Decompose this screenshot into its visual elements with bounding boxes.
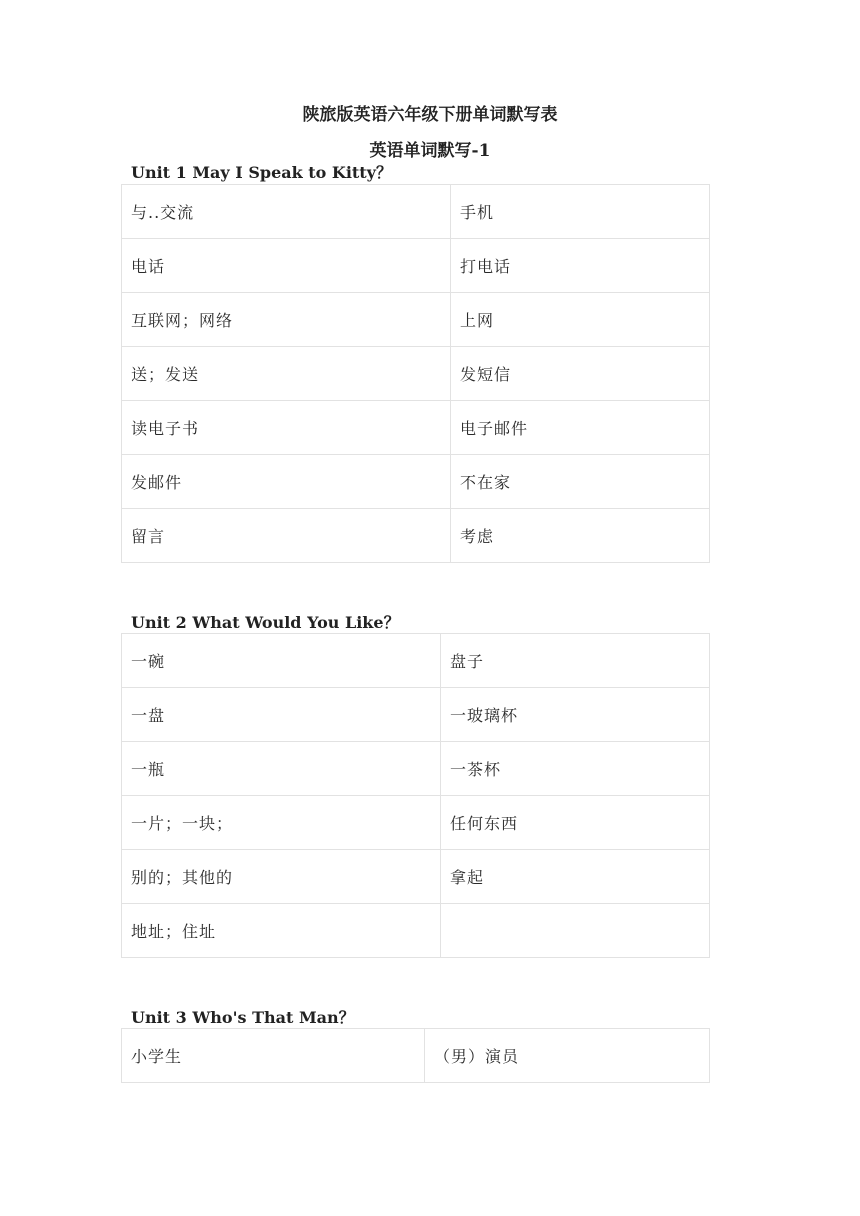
- vocab-cell: 地址；住址: [122, 904, 441, 958]
- vocab-cell: 留言: [122, 509, 451, 563]
- table-row: [122, 401, 710, 455]
- table-row: [122, 293, 710, 347]
- unit-2-vocab-table: [121, 633, 710, 958]
- vocab-cell: 与..交流: [122, 185, 451, 239]
- table-row: [122, 688, 710, 742]
- vocab-cell: 手机: [451, 185, 710, 239]
- vocab-cell: 一茶杯: [441, 742, 710, 796]
- unit-3-heading: Unit 3 Who's That Man？: [131, 1008, 355, 1027]
- vocab-cell: 不在家: [451, 455, 710, 509]
- vocab-cell: 上网: [451, 293, 710, 347]
- vocab-cell: 发邮件: [122, 455, 451, 509]
- vocab-cell: 盘子: [441, 634, 710, 688]
- vocab-cell: 打电话: [451, 239, 710, 293]
- table-row: [122, 850, 710, 904]
- vocab-cell: 小学生: [122, 1029, 425, 1083]
- table-row: [122, 509, 710, 563]
- vocab-cell: （男）演员: [425, 1029, 710, 1083]
- vocab-cell: 互联网；网络: [122, 293, 451, 347]
- vocab-cell: 读电子书: [122, 401, 451, 455]
- vocab-cell: [441, 904, 710, 958]
- table-row: [122, 185, 710, 239]
- vocab-cell: 别的；其他的: [122, 850, 441, 904]
- unit-3-vocab-table: [121, 1028, 710, 1083]
- vocab-cell: 一玻璃杯: [441, 688, 710, 742]
- vocab-cell: 任何东西: [441, 796, 710, 850]
- table-row: [122, 347, 710, 401]
- table-row: [122, 904, 710, 958]
- table-row: [122, 742, 710, 796]
- vocab-cell: 一片；一块；: [122, 796, 441, 850]
- vocab-cell: 发短信: [451, 347, 710, 401]
- document-subtitle: 英语单词默写-1: [369, 141, 491, 161]
- table-row: [122, 796, 710, 850]
- table-row: [122, 455, 710, 509]
- table-row: [122, 239, 710, 293]
- vocab-cell: 电话: [122, 239, 451, 293]
- vocab-cell: 送；发送: [122, 347, 451, 401]
- vocab-cell: 一瓶: [122, 742, 441, 796]
- vocab-cell: 一碗: [122, 634, 441, 688]
- document-title: 陕旅版英语六年级下册单词默写表: [302, 105, 558, 125]
- vocab-cell: 一盘: [122, 688, 441, 742]
- vocab-cell: 拿起: [441, 850, 710, 904]
- vocab-cell: 电子邮件: [451, 401, 710, 455]
- table-row: [122, 634, 710, 688]
- table-row: [122, 1029, 710, 1083]
- vocab-cell: 考虑: [451, 509, 710, 563]
- unit-1-vocab-table: [121, 184, 710, 563]
- unit-1-heading: Unit 1 May I Speak to Kitty？: [131, 163, 392, 182]
- unit-2-heading: Unit 2 What Would You Like？: [131, 613, 400, 632]
